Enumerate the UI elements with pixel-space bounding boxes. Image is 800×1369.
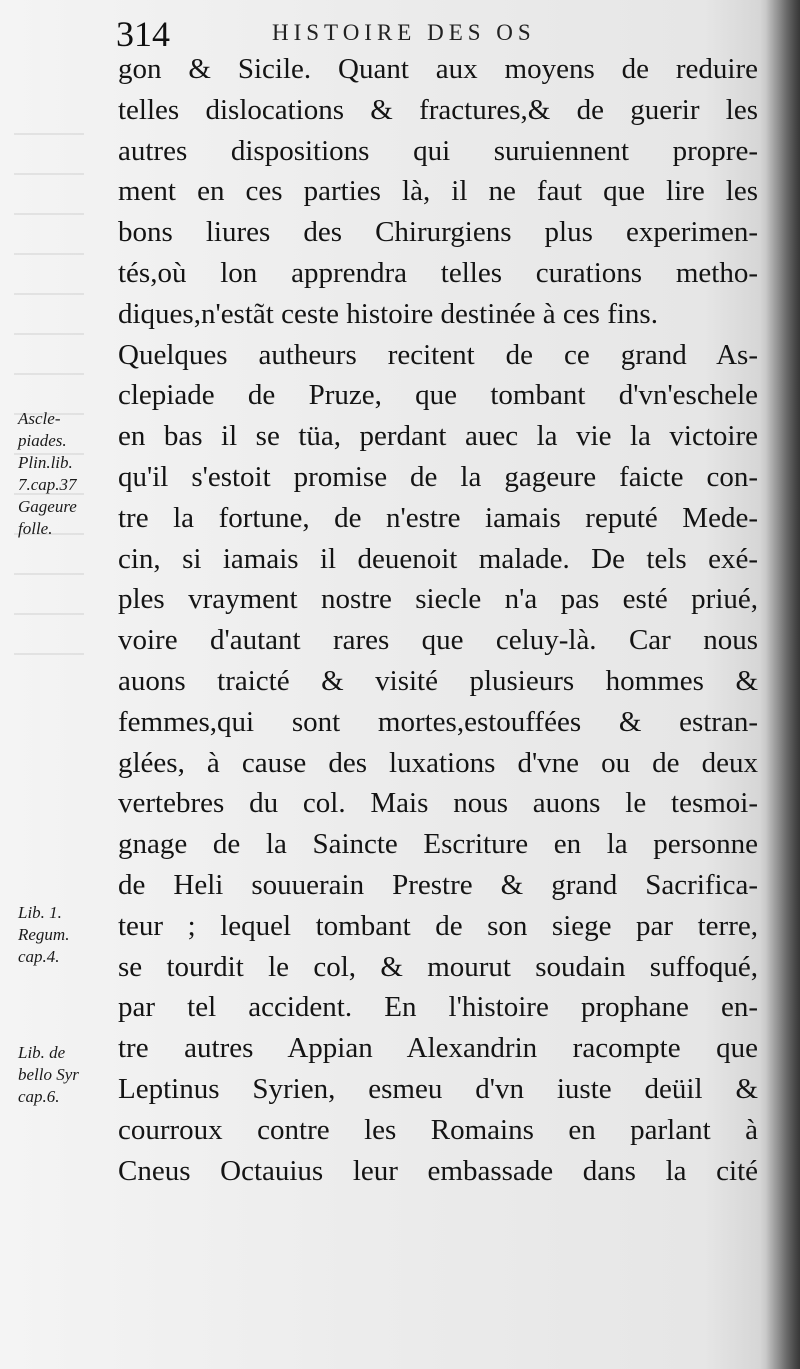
text-line: cin, si iamais il deuenoit malade. De tels exé- — [118, 542, 758, 575]
margin-note-regum — [18, 902, 118, 968]
text-line: vertebres du col. Mais nous auons le tesmoi- — [118, 787, 758, 820]
text-line: tés,où lon apprendra telles curations metho- — [118, 256, 758, 289]
text-line: femmes,qui sont mortes,estouffées & estran- — [118, 705, 758, 738]
text-line: telles dislocations & fractures,& de guerir les — [118, 93, 758, 126]
text-line: gon & Sicile. Quant aux moyens de reduire — [118, 53, 758, 85]
margin-note-line: Regum. — [18, 925, 70, 944]
margin-note-line: cap.4. — [18, 947, 60, 966]
text-line: se tourdit le col, & mourut soudain suffoqué, — [118, 950, 758, 983]
body-text — [118, 49, 758, 1191]
text-line: tre autres Appian Alexandrin racompte que — [118, 1032, 758, 1065]
margin-note-bello-syr — [18, 1042, 118, 1108]
gutter-shadow — [766, 0, 800, 1369]
running-head: HISTOIRE DES OS — [272, 20, 536, 45]
text-line: voire d'autant rares que celuy-là. Car nous — [118, 624, 758, 657]
show-through-bleed — [14, 95, 84, 655]
text-line: clepiade de Pruze, que tombant d'vn'eschele — [118, 379, 758, 412]
text-line: autres dispositions qui suruiennent propre- — [118, 134, 758, 167]
text-line: par tel accident. En l'histoire prophane en- — [118, 991, 758, 1024]
margin-note-line: cap.6. — [18, 1087, 60, 1106]
text-line: teur ; lequel tombant de son siege par terre, — [118, 909, 758, 942]
text-line: Quelques autheurs recitent de ce grand As- — [118, 338, 758, 371]
text-line: de Heli souuerain Prestre & grand Sacrifica- — [118, 868, 758, 901]
text-line: glées, à cause des luxations d'vne ou de deux — [118, 746, 758, 779]
text-line: ples vrayment nostre siecle n'a pas esté priué, — [118, 583, 758, 616]
text-line: tre la fortune, de n'estre iamais reputé Mede- — [118, 501, 758, 534]
margin-note-line: Lib. de — [18, 1043, 66, 1062]
text-line: qu'il s'estoit promise de la gageure faicte con- — [118, 460, 758, 493]
margin-note-line: Lib. 1. — [18, 903, 62, 922]
margin-note-line: Gageure — [18, 497, 77, 516]
margin-note-line: Ascle- — [18, 409, 61, 428]
margin-note-line: Plin.lib. — [18, 453, 73, 472]
text-line: courroux contre les Romains en parlant à — [118, 1113, 758, 1146]
text-line: Cneus Octauius leur embassade dans la cité — [118, 1154, 758, 1187]
margin-note-line: 7.cap.37 — [18, 475, 77, 494]
text-line: en bas il se tüa, perdant auec la vie la victoire — [118, 420, 758, 453]
text-line: ment en ces parties là, il ne faut que lire les — [118, 175, 758, 208]
text-line: auons traicté & visité plusieurs hommes & — [118, 664, 758, 697]
text-line: Leptinus Syrien, esmeu d'vn iuste deüil & — [118, 1072, 758, 1105]
text-line: bons liures des Chirurgiens plus experimen- — [118, 216, 758, 249]
page-number: 314 — [116, 14, 170, 54]
margin-note-line: folle. — [18, 519, 53, 538]
text-line: diques,n'estãt ceste histoire destinée à ces fins. — [118, 297, 658, 330]
margin-note-asclepiades — [18, 408, 118, 540]
margin-note-line: bello Syr — [18, 1065, 79, 1084]
page-header — [112, 12, 772, 52]
text-line: gnage de la Saincte Escriture en la personne — [118, 828, 758, 861]
margin-note-line: piades. — [18, 431, 67, 450]
